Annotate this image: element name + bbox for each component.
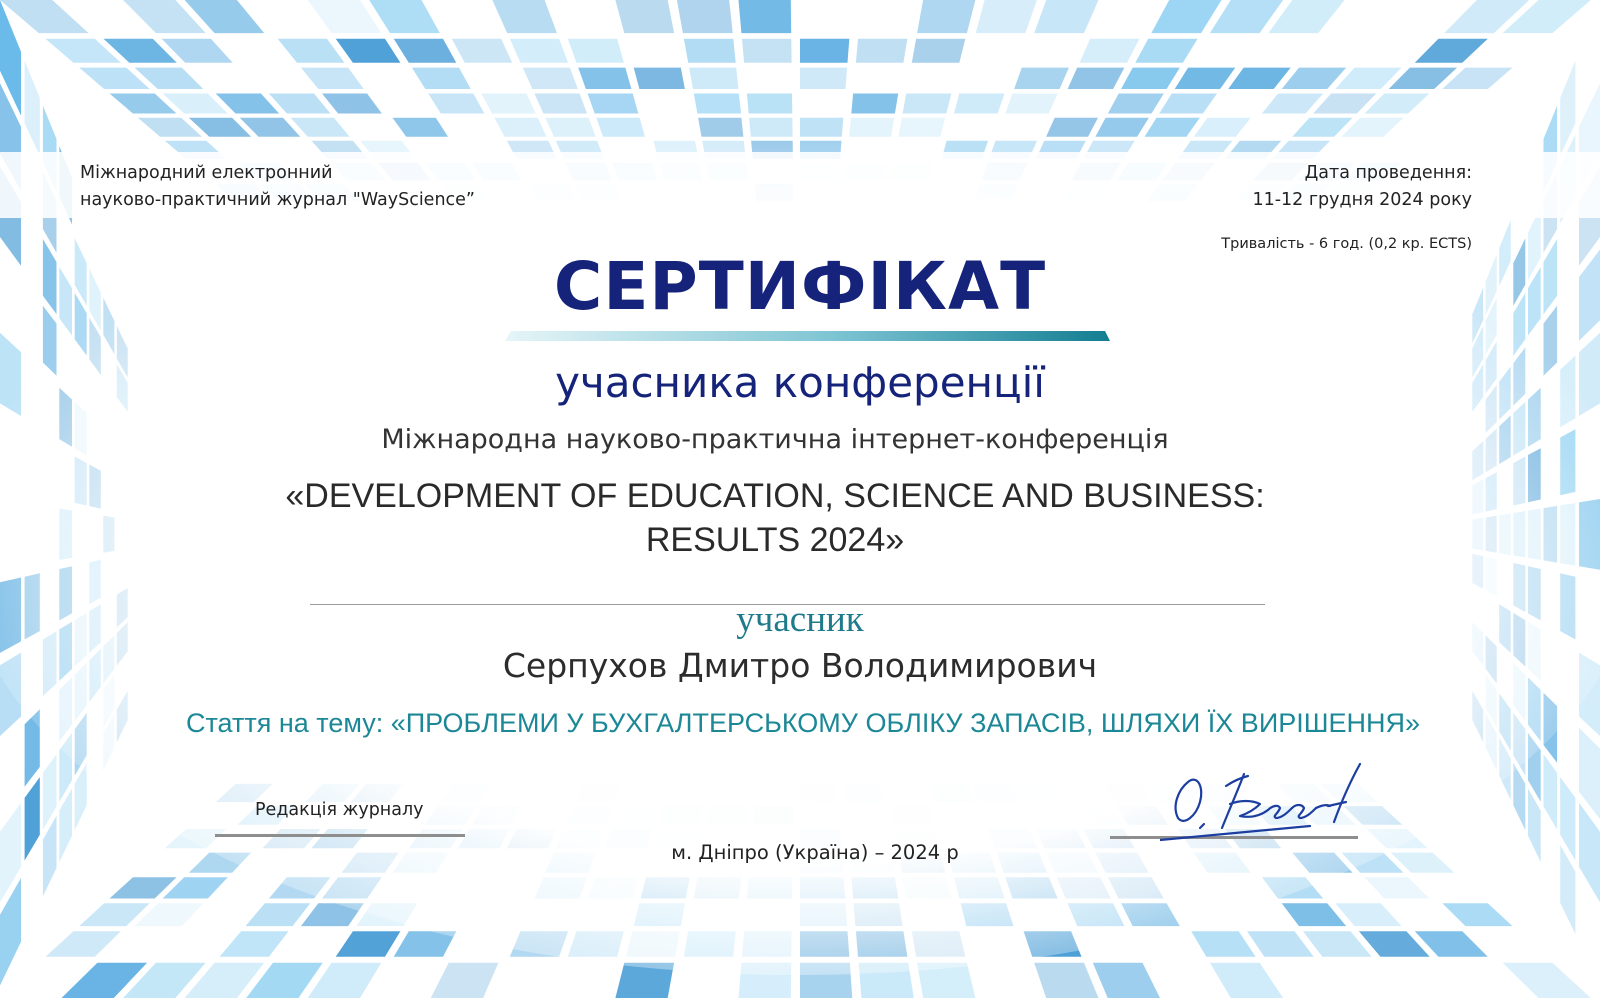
certificate-title: СЕРТИФІКАТ: [553, 248, 1047, 325]
date-value: 11-12 грудня 2024 року: [1252, 190, 1472, 210]
date-label: Дата проведення:: [1304, 163, 1472, 183]
journal-line-2: науково-практичний журнал "WayScience”: [80, 190, 475, 210]
city-year: м. Дніпро (Україна) – 2024 р: [671, 841, 959, 864]
editorial-label: Редакція журналу: [255, 800, 424, 820]
journal-line-1: Міжнародний електронний: [80, 163, 333, 183]
title-underline: [505, 331, 1110, 343]
conference-name-line-1: «DEVELOPMENT OF EDUCATION, SCIENCE AND BUSINESS:: [285, 477, 1265, 515]
signature-icon: [1160, 760, 1370, 845]
duration: Тривалість - 6 год. (0,2 кр. ECTS): [1221, 236, 1472, 252]
conference-name-line-2: RESULTS 2024»: [645, 521, 905, 559]
editorial-signature-line: [215, 834, 465, 837]
journal-name: [80, 160, 475, 214]
certificate-subtitle: учасника конференції: [555, 358, 1045, 407]
event-date: [1252, 160, 1472, 214]
article-topic: Стаття на тему: «ПРОБЛЕМИ У БУХГАЛТЕРСЬКОМУ ОБЛІКУ ЗАПАСІВ, ШЛЯХИ ЇХ ВИРІШЕННЯ»: [186, 708, 1420, 738]
participant-role: учасник: [736, 599, 864, 640]
participant-name: Серпухов Дмитро Володимирович: [502, 646, 1098, 685]
conference-name: [0, 474, 1550, 562]
conference-type: Міжнародна науково-практична інтернет-конференція: [381, 424, 1169, 455]
